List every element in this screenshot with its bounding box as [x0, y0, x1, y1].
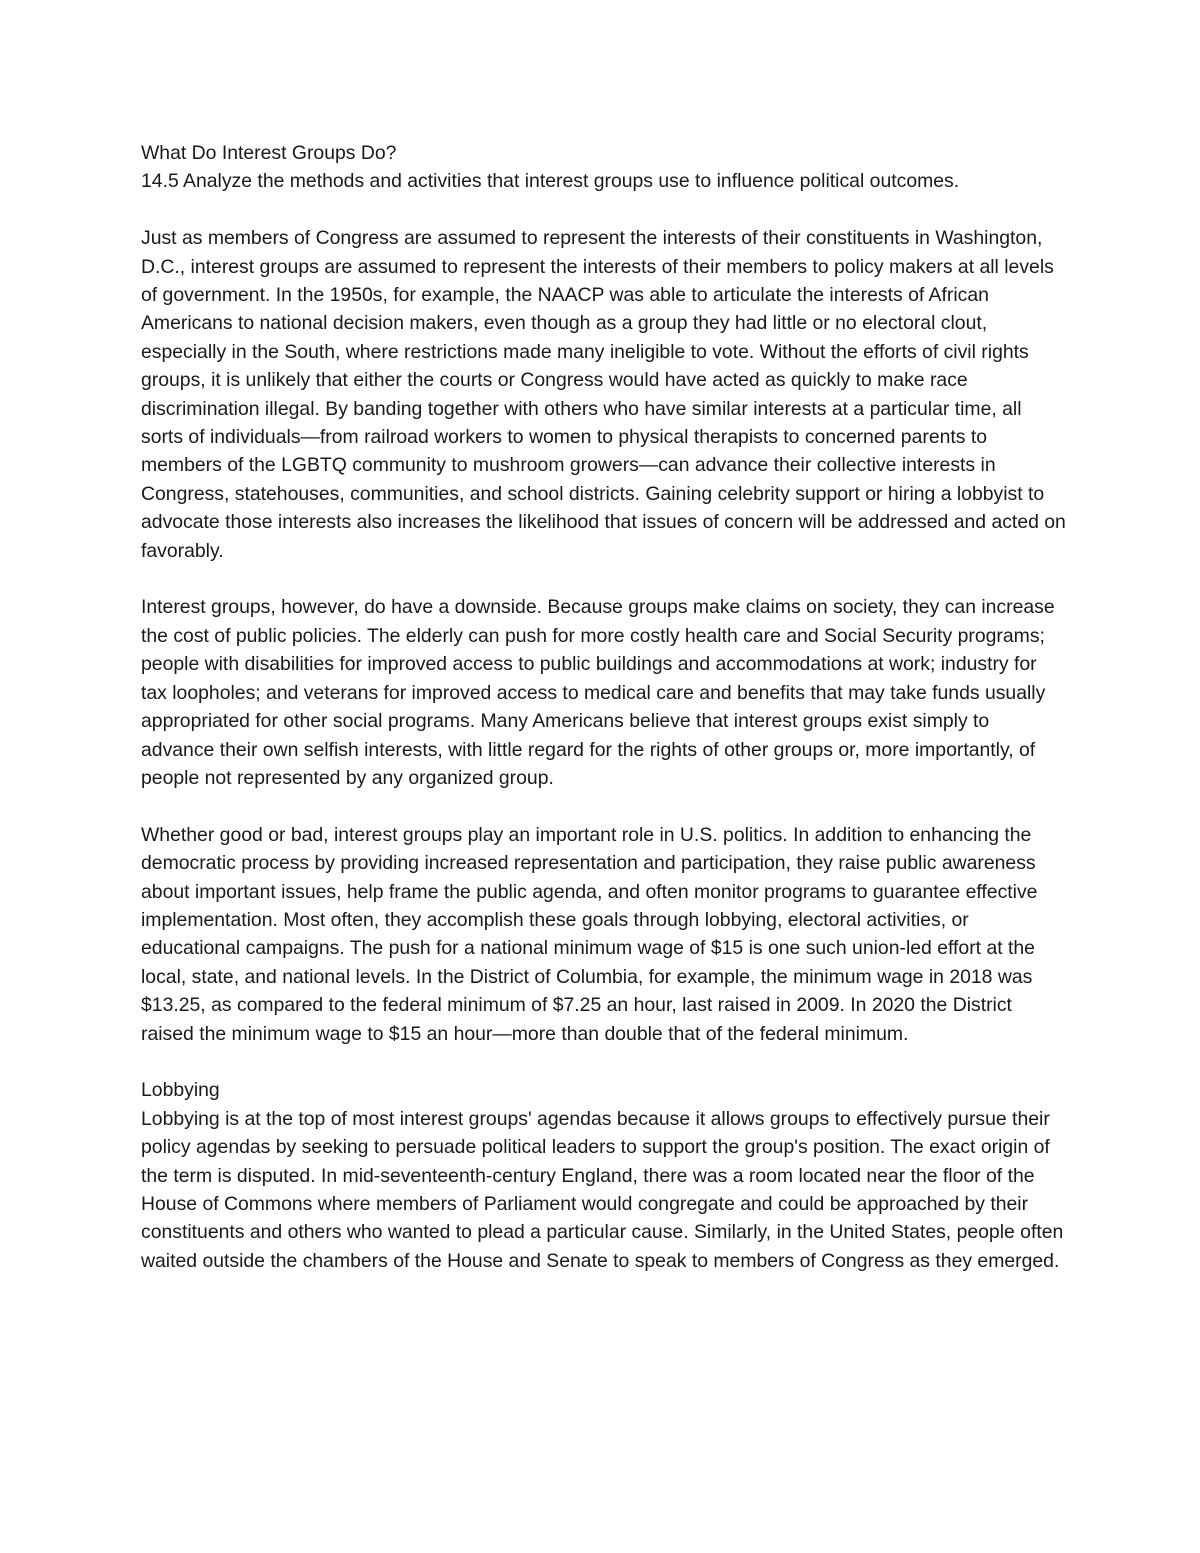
- subheading-lobbying: Lobbying: [141, 1079, 220, 1102]
- paragraph-spacer: [141, 1048, 1066, 1076]
- document-body: [141, 139, 1066, 1275]
- section-heading: What Do Interest Groups Do?: [141, 142, 397, 164]
- paragraph-representation: Just as members of Congress are assumed to represent the interests of their constituents in Washington, D.C., interest groups are assumed to represent the interests of their members to policy makers at all levels of government. In the 1950s, for example, the NAACP was able to articulate the interests of African Americans to national decision makers, even though as a group they had little or no electoral clout, especially in the South, where restrictions made many ineligible to vote. Without the efforts of civil rights groups, it is unlikely that either the courts or Congress would have acted as quickly to make race discrimination illegal. By banding together with others who have similar interests at a particular time, all sorts of individuals—from railroad workers to women to physical therapists to concerned parents to members of the LGBTQ community to mushroom growers—can advance their collective interests in Congress, statehouses, communities, and school districts. Gaining celebrity support or hiring a lobbyist to advocate those interests also increases the likelihood that issues of concern will be addressed and acted on favorably.: [141, 227, 1066, 562]
- learning-objective: 14.5 Analyze the methods and activities that interest groups use to influence political outcomes.: [141, 170, 960, 193]
- paragraph-role: Whether good or bad, interest groups play an important role in U.S. politics. In addition to enhancing the democratic process by providing increased representation and participation, they raise public awareness about important issues, help frame the public agenda, and often monitor programs to guarantee effective implementation. Most often, they accomplish these goals through lobbying, electoral activities, or educational campaigns. The push for a national minimum wage of $15 is one such union-led effort at the local, state, and national levels. In the District of Columbia, for example, the minimum wage in 2018 was $13.25, as compared to the federal minimum of $7.25 an hour, last raised in 2009. In 2020 the District raised the minimum wage to $15 an hour—more than double that of the federal minimum.: [141, 823, 1038, 1045]
- paragraph-downside: Interest groups, however, do have a downside. Because groups make claims on society, they can increase the cost of public policies. The elderly can push for more costly health care and Social Security programs; people with disabilities for improved access to public buildings and accommodations at work; industry for tax loopholes; and veterans for improved access to medical care and benefits that may take funds usually appropriated for other social programs. Many Americans believe that interest groups exist simply to advance their own selfish interests, with little regard for the rights of other groups or, more importantly, of people not represented by any organized group.: [141, 596, 1055, 789]
- paragraph-lobbying: Lobbying is at the top of most interest groups' agendas because it allows groups to effectively pursue their policy agendas by seeking to persuade political leaders to support the group's position. The exact origin of the term is disputed. In mid-seventeenth-century England, there was a room located near the floor of the House of Commons where members of Parliament would congregate and could be approached by their constituents and others who wanted to plead a particular cause. Similarly, in the United States, people often waited outside the chambers of the House and Senate to speak to members of Congress as they emerged.: [141, 1107, 1064, 1272]
- paragraph-spacer: [141, 196, 1066, 224]
- paragraph-spacer: [141, 565, 1066, 593]
- paragraph-spacer: [141, 792, 1066, 820]
